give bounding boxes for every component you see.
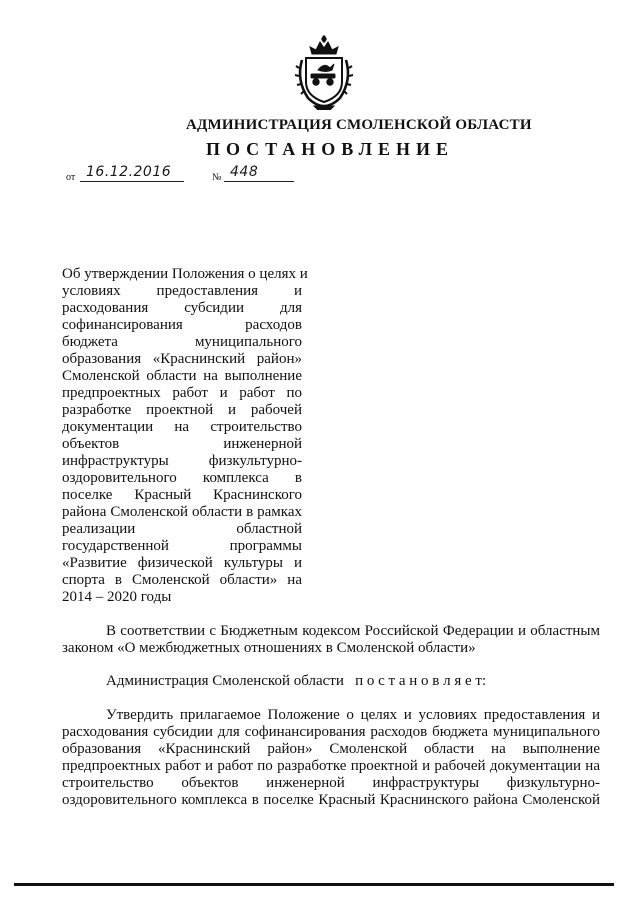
resolution-verb: п о с т а н о в л я е т: bbox=[355, 673, 487, 689]
title-line: Об утверждении Положения о целях и bbox=[62, 266, 308, 282]
title-line: объектов инженерной bbox=[62, 436, 302, 452]
paragraph-resolution bbox=[62, 673, 600, 690]
resolution-subject: Администрация Смоленской области bbox=[106, 673, 344, 689]
title-line: «Развитие физической культуры и bbox=[62, 555, 302, 571]
title-line: разработке проектной и рабочей bbox=[62, 402, 302, 418]
title-line: государственной программы bbox=[62, 538, 302, 554]
title-line: поселке Красный Краснинского bbox=[62, 487, 302, 503]
paragraph-line: расходования субсидии для софинансирования расходов бюджета муниципального bbox=[62, 724, 600, 740]
paragraph-line: законом «О межбюджетных отношениях в Смоленской области» bbox=[62, 640, 476, 656]
paragraph-line: образования «Краснинский район» Смоленской области на выполнение bbox=[62, 741, 600, 757]
page-bottom-border bbox=[14, 883, 614, 886]
document-type: ПОСТАНОВЛЕНИЕ bbox=[205, 139, 455, 159]
document-date: 16.12.2016 bbox=[86, 164, 172, 180]
paragraph-line: Утвердить прилагаемое Положение о целях и условиях предоставления и bbox=[106, 707, 600, 723]
number-underline bbox=[224, 181, 294, 182]
document-title bbox=[62, 266, 308, 606]
title-line: документации на строительство bbox=[62, 419, 302, 435]
date-underline bbox=[80, 181, 184, 182]
paragraph-line bbox=[62, 673, 600, 690]
title-line: образования «Краснинский район» bbox=[62, 351, 302, 367]
coat-of-arms-emblem bbox=[294, 34, 354, 110]
paragraph-line: строительство объектов инженерной инфраструктуры физкультурно- bbox=[62, 775, 600, 791]
title-line: предпроектных работ и работ по bbox=[62, 385, 302, 401]
title-line: района Смоленской области в рамках bbox=[62, 504, 302, 520]
title-line: инфраструктуры физкультурно- bbox=[62, 453, 302, 469]
title-line: условиях предоставления и bbox=[62, 283, 302, 299]
document-number: 448 bbox=[230, 164, 259, 180]
title-line: Смоленской области на выполнение bbox=[62, 368, 302, 384]
title-line: софинансирования расходов bbox=[62, 317, 302, 333]
date-number-line bbox=[66, 164, 306, 186]
title-line: расходования субсидии для bbox=[62, 300, 302, 316]
title-line: бюджета муниципального bbox=[62, 334, 302, 350]
title-line: оздоровительного комплекса в bbox=[62, 470, 302, 486]
paragraph-line: В соответствии с Бюджетным кодексом Российской Федерации и областным bbox=[106, 623, 600, 639]
date-prefix: от bbox=[66, 172, 76, 183]
paragraph-legal-basis bbox=[62, 623, 600, 657]
title-line: 2014 – 2020 годы bbox=[62, 589, 172, 605]
paragraph-line: оздоровительного комплекса в поселке Красный Краснинского района Смоленской bbox=[62, 792, 600, 808]
paragraph-decision bbox=[62, 707, 600, 809]
title-line: реализации областной bbox=[62, 521, 302, 537]
number-prefix: № bbox=[212, 172, 222, 183]
paragraph-line: предпроектных работ и работ по разработке проектной и рабочей документации на bbox=[62, 758, 600, 774]
title-line: спорта в Смоленской области» на bbox=[62, 572, 302, 588]
agency-name: АДМИНИСТРАЦИЯ СМОЛЕНСКОЙ ОБЛАСТИ bbox=[186, 117, 532, 133]
